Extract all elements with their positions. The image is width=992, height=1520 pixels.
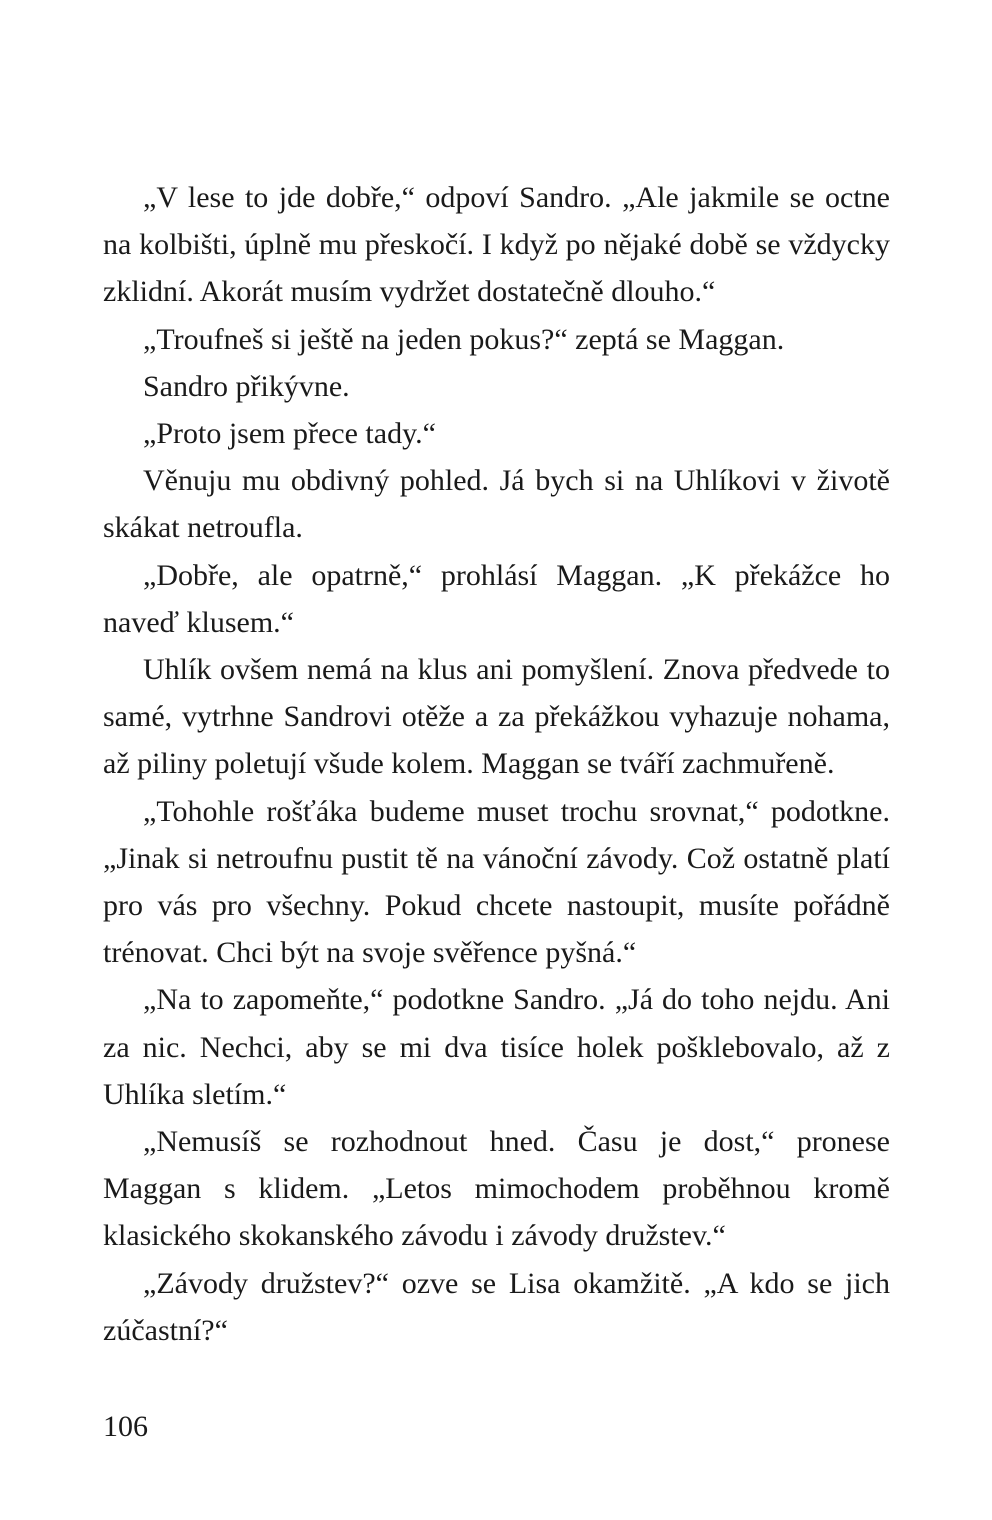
paragraph: Uhlík ovšem nemá na klus ani pomyšlení. Znova předvede to samé, vytrhne Sandrovi otěže a za překážkou vyhazuje nohama, až piliny poletují všude kolem. Maggan se tváří zachmuřeně. xyxy=(103,653,890,781)
paragraph: „Tohohle rošťáka budeme muset trochu srovnat,“ podotkne. „Jinak si netroufnu pustit tě na vánoční závody. Což ostatně platí pro vás pro všechny. Pokud chcete nastoupit, musíte pořádně trénovat. Chci být na svoje svěřence pyšná.“ xyxy=(103,794,890,970)
page-number: 106 xyxy=(103,1410,148,1443)
body-text xyxy=(103,174,890,1354)
paragraph: „Nemusíš se rozhodnout hned. Času je dost,“ pronese Maggan s klidem. „Letos mimochodem proběhnou kromě klasického skokanského závodu i závody družstev.“ xyxy=(103,1125,890,1253)
paragraph: „Proto jsem přece tady.“ xyxy=(143,417,436,451)
paragraph: Sandro přikývne. xyxy=(143,369,350,403)
paragraph: „Závody družstev?“ ozve se Lisa okamžitě. „A kdo se jich zúčastní?“ xyxy=(103,1266,890,1347)
paragraph: „V lese to jde dobře,“ odpoví Sandro. „Ale jakmile se octne na kolbišti, úplně mu přeskočí. I když po nějaké době se vždycky zklidní. Akorát musím vydržet dostatečně dlouho.“ xyxy=(103,181,890,309)
paragraph: Věnuju mu obdivný pohled. Já bych si na Uhlíkovi v životě skákat netroufla. xyxy=(103,464,890,545)
paragraph: „Na to zapomeňte,“ podotkne Sandro. „Já do toho nejdu. Ani za nic. Nechci, aby se mi dva tisíce holek pošklebovalo, až z Uhlíka sletím.“ xyxy=(103,983,890,1111)
paragraph: „Dobře, ale opatrně,“ prohlásí Maggan. „K překážce ho naveď klusem.“ xyxy=(103,558,890,639)
paragraph: „Troufneš si ještě na jeden pokus?“ zeptá se Maggan. xyxy=(143,322,785,356)
